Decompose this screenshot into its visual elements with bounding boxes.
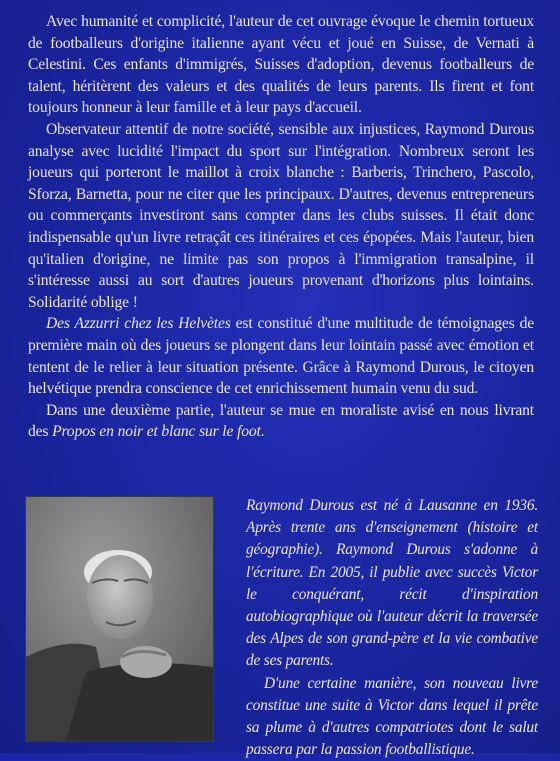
paragraph-book-description <box>28 313 534 399</box>
paragraph-intro: Avec humanité et complicité, l'auteur de cet ouvrage évoque le chemin tortueux de footballeurs d'origine italienne ayant vécu et joué en Suisse, de Vernati à Celestini. Ces enfants d'immigrés, Suisses d'adoption, devenus footballeurs de talent, héritèrent des valeurs et des qualités de leurs parents. Ils firent et font toujours honneur à leur famille et à leur pays d'accueil. <box>28 13 534 117</box>
author-photo <box>26 497 213 741</box>
author-portrait-image <box>26 497 213 741</box>
paragraph-second-part <box>28 400 534 443</box>
bio-paragraph-1: Raymond Durous est né à Lausanne en 1936. Après trente ans d'enseignement (histoire et géographie). Raymond Durous s'adonne à l'écriture. En 2005, il publie avec succès Victor le conquérant, récit d'inspiration autobiographique où l'auteur décrit la traversée des Alpes de son grand-père et la vie combative de ses parents. <box>246 497 538 670</box>
paragraph-second-part-end: . <box>260 423 265 441</box>
second-part-title: Propos en noir et blanc sur le foot <box>52 423 261 441</box>
author-section <box>26 497 540 759</box>
book-title: Des Azzurri chez les Helvètes <box>46 315 231 333</box>
blurb-text <box>28 11 534 443</box>
bio-paragraph-2: D'une certaine manière, son nouveau livre constitue une suite à Victor dans lequel il prête sa plume à d'autres compatriotes dont le salut passera par la passion footballistique. <box>246 674 538 759</box>
author-bio <box>246 495 538 761</box>
paragraph-book-description-text: est constitué d'une multitude de témoignages de première main où des joueurs se plongent dans leur lointain passé avec émotion et tentent de le relier à leur situation présente. Grâce à Raymond Durous, le citoyen helvétique prendra conscience de cet enrichissement humain venu du sud. <box>28 315 534 398</box>
paragraph-author-analysis: Observateur attentif de notre société, sensible aux injustices, Raymond Durous analyse avec lucidité l'impact du sport sur l'intégration. Nombreux seront les joueurs qui porteront le maillot à croix blanche : Barberis, Trinchero, Pascolo, Sforza, Barnetta, pour ne citer que les principaux. D'autres, devenus entrepreneurs ou commerçants investiront sans compter dans les clubs suisses. Il était donc indispensable qu'un livre retraçât ces itinéraires et ces épopées. Mais l'auteur, bien qu'italien d'origine, ne limite pas son propos à l'immigration transalpine, il s'intéresse aussi au sort d'autres joueurs provenant d'horizons plus lointains. Solidarité oblige ! <box>28 120 534 311</box>
paragraph-second-part-text: Dans une deuxième partie, l'auteur se mue en moraliste avisé en nous livrant des <box>28 401 534 441</box>
